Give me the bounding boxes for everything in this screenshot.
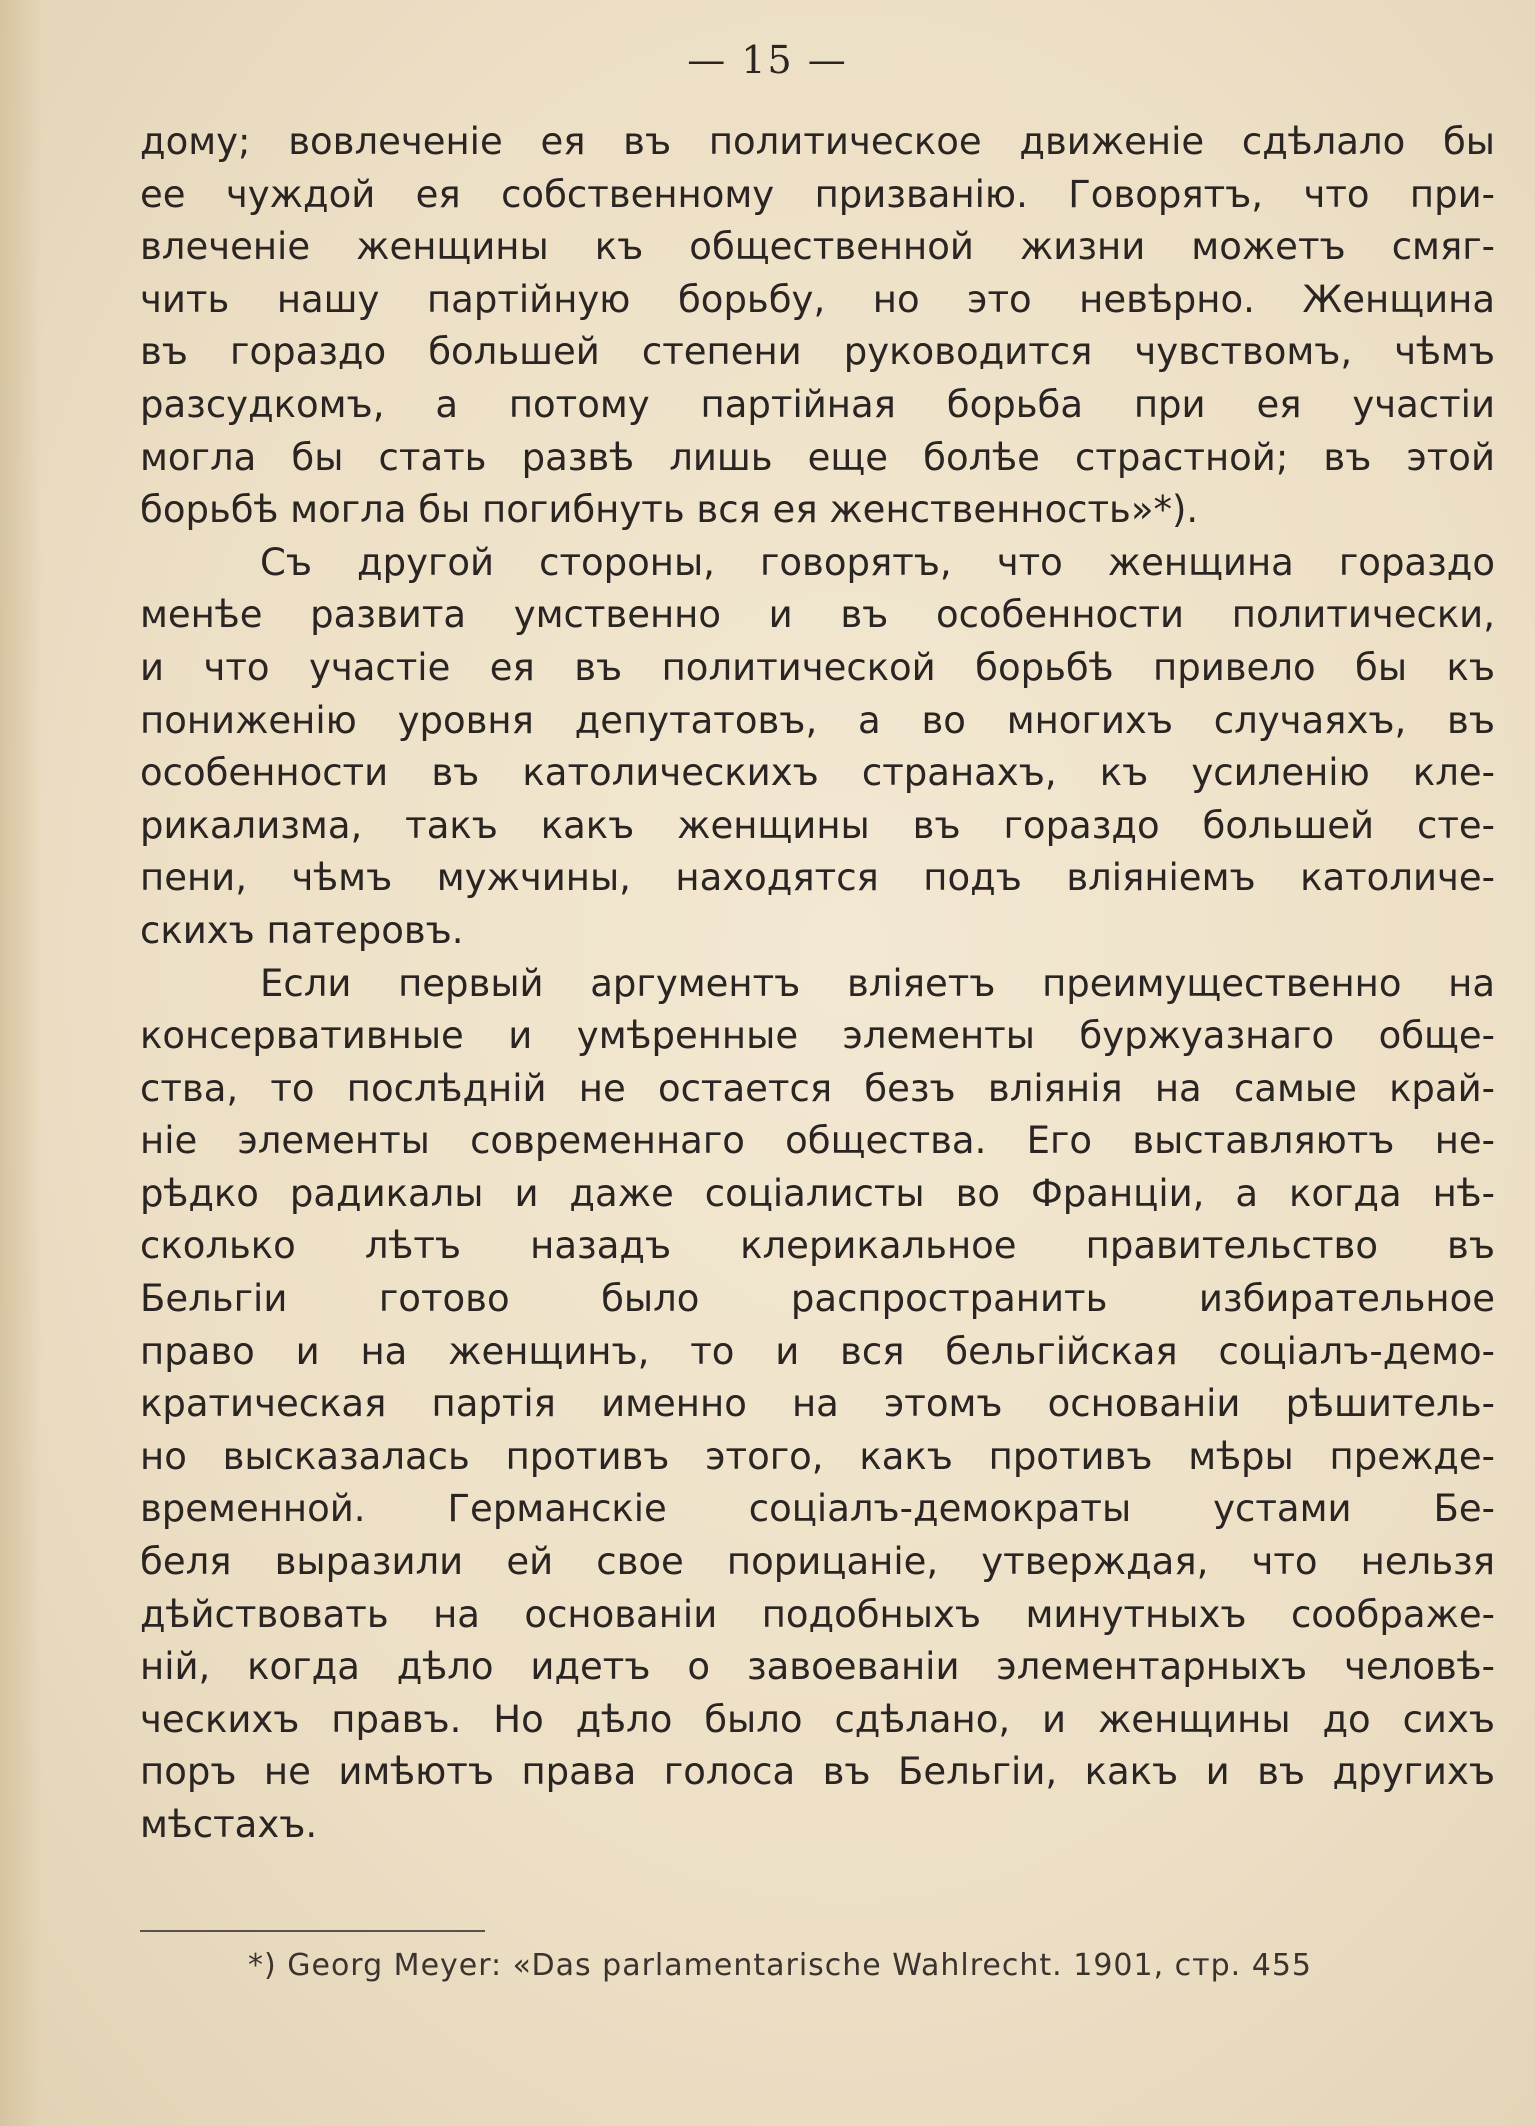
text-line: дѣйствовать на основаніи подобныхъ минутныхъ соображе- — [140, 1592, 1495, 1636]
text-line: чить нашу партійную борьбу, но это невѣрно. Женщина — [140, 277, 1495, 321]
text-line: сколько лѣтъ назадъ клерикальное правительство въ — [140, 1224, 1495, 1268]
text-line: поръ не имѣютъ права голоса въ Бельгіи, какъ и въ другихъ — [140, 1750, 1495, 1794]
text-line: разсудкомъ, а потому партійная борьба при ея участіи — [140, 382, 1495, 426]
footnote-rule — [140, 1930, 485, 1932]
text-line: консервативные и умѣренные элементы буржуазнаго обще- — [140, 1014, 1495, 1058]
text-line: мѣстахъ. — [140, 1803, 318, 1846]
text-line: временной. Германскіе соціалъ-демократы устами Бе- — [140, 1487, 1495, 1531]
text-line: рикализма, такъ какъ женщины въ гораздо большей сте- — [140, 803, 1495, 847]
page-number: — 15 — — [687, 38, 848, 82]
text-line: право и на женщинъ, то и вся бельгійская соціалъ-демо- — [140, 1329, 1495, 1373]
text-line: беля выразили ей свое порицаніе, утверждая, что нельзя — [140, 1540, 1495, 1584]
text-line: особенности въ католическихъ странахъ, къ усиленію кле- — [140, 751, 1495, 795]
text-line: въ гораздо большей степени руководится чувствомъ, чѣмъ — [140, 330, 1495, 374]
body-text — [140, 116, 1495, 1852]
text-line: скихъ патеровъ. — [140, 908, 464, 952]
text-line: дому; вовлеченіе ея въ политическое движеніе сдѣлало бы — [140, 120, 1495, 163]
page-edge-shadow — [0, 0, 42, 2126]
text-line: но высказалась противъ этого, какъ противъ мѣры прежде- — [140, 1434, 1495, 1478]
text-line: пени, чѣмъ мужчины, находятся подъ вліяніемъ католиче- — [140, 856, 1495, 900]
text-line: влеченіе женщины къ общественной жизни можетъ смяг- — [140, 225, 1495, 269]
text-line: ніе элементы современнаго общества. Его выставляютъ не- — [140, 1119, 1495, 1163]
text-line: рѣдко радикалы и даже соціалисты во Франціи, а когда нѣ- — [140, 1171, 1495, 1215]
text-line: ее чуждой ея собственному призванію. Говорятъ, что при- — [140, 172, 1495, 216]
text-line: ства, то послѣдній не остается безъ вліянія на самые край- — [140, 1066, 1495, 1110]
text-line: и что участіе ея въ политической борьбѣ привело бы къ — [140, 645, 1495, 689]
text-line: Если первый аргументъ вліяетъ преимущественно на — [260, 961, 1495, 1005]
text-line: менѣе развита умственно и въ особенности политически, — [140, 593, 1495, 637]
text-line: ній, когда дѣло идетъ о завоеваніи элементарныхъ человѣ- — [140, 1645, 1495, 1689]
text-line: пониженію уровня депутатовъ, а во многихъ случаяхъ, въ — [140, 698, 1495, 742]
text-line: Бельгіи готово было распространить избирательное — [140, 1277, 1495, 1321]
text-line: могла бы стать развѣ лишь еще болѣе страстной; въ этой — [140, 435, 1495, 479]
text-line: кратическая партія именно на этомъ основаніи рѣшитель- — [140, 1382, 1495, 1426]
text-line: ческихъ правъ. Но дѣло было сдѣлано, и женщины до сихъ — [140, 1697, 1495, 1741]
text-line: Съ другой стороны, говорятъ, что женщина гораздо — [260, 540, 1495, 584]
text-line: борьбѣ могла бы погибнуть вся ея женственность»*). — [140, 488, 1199, 532]
footnote: *) Georg Meyer: «Das parlamentarische Wahlrecht. 1901, стр. 455 — [248, 1948, 1313, 1983]
